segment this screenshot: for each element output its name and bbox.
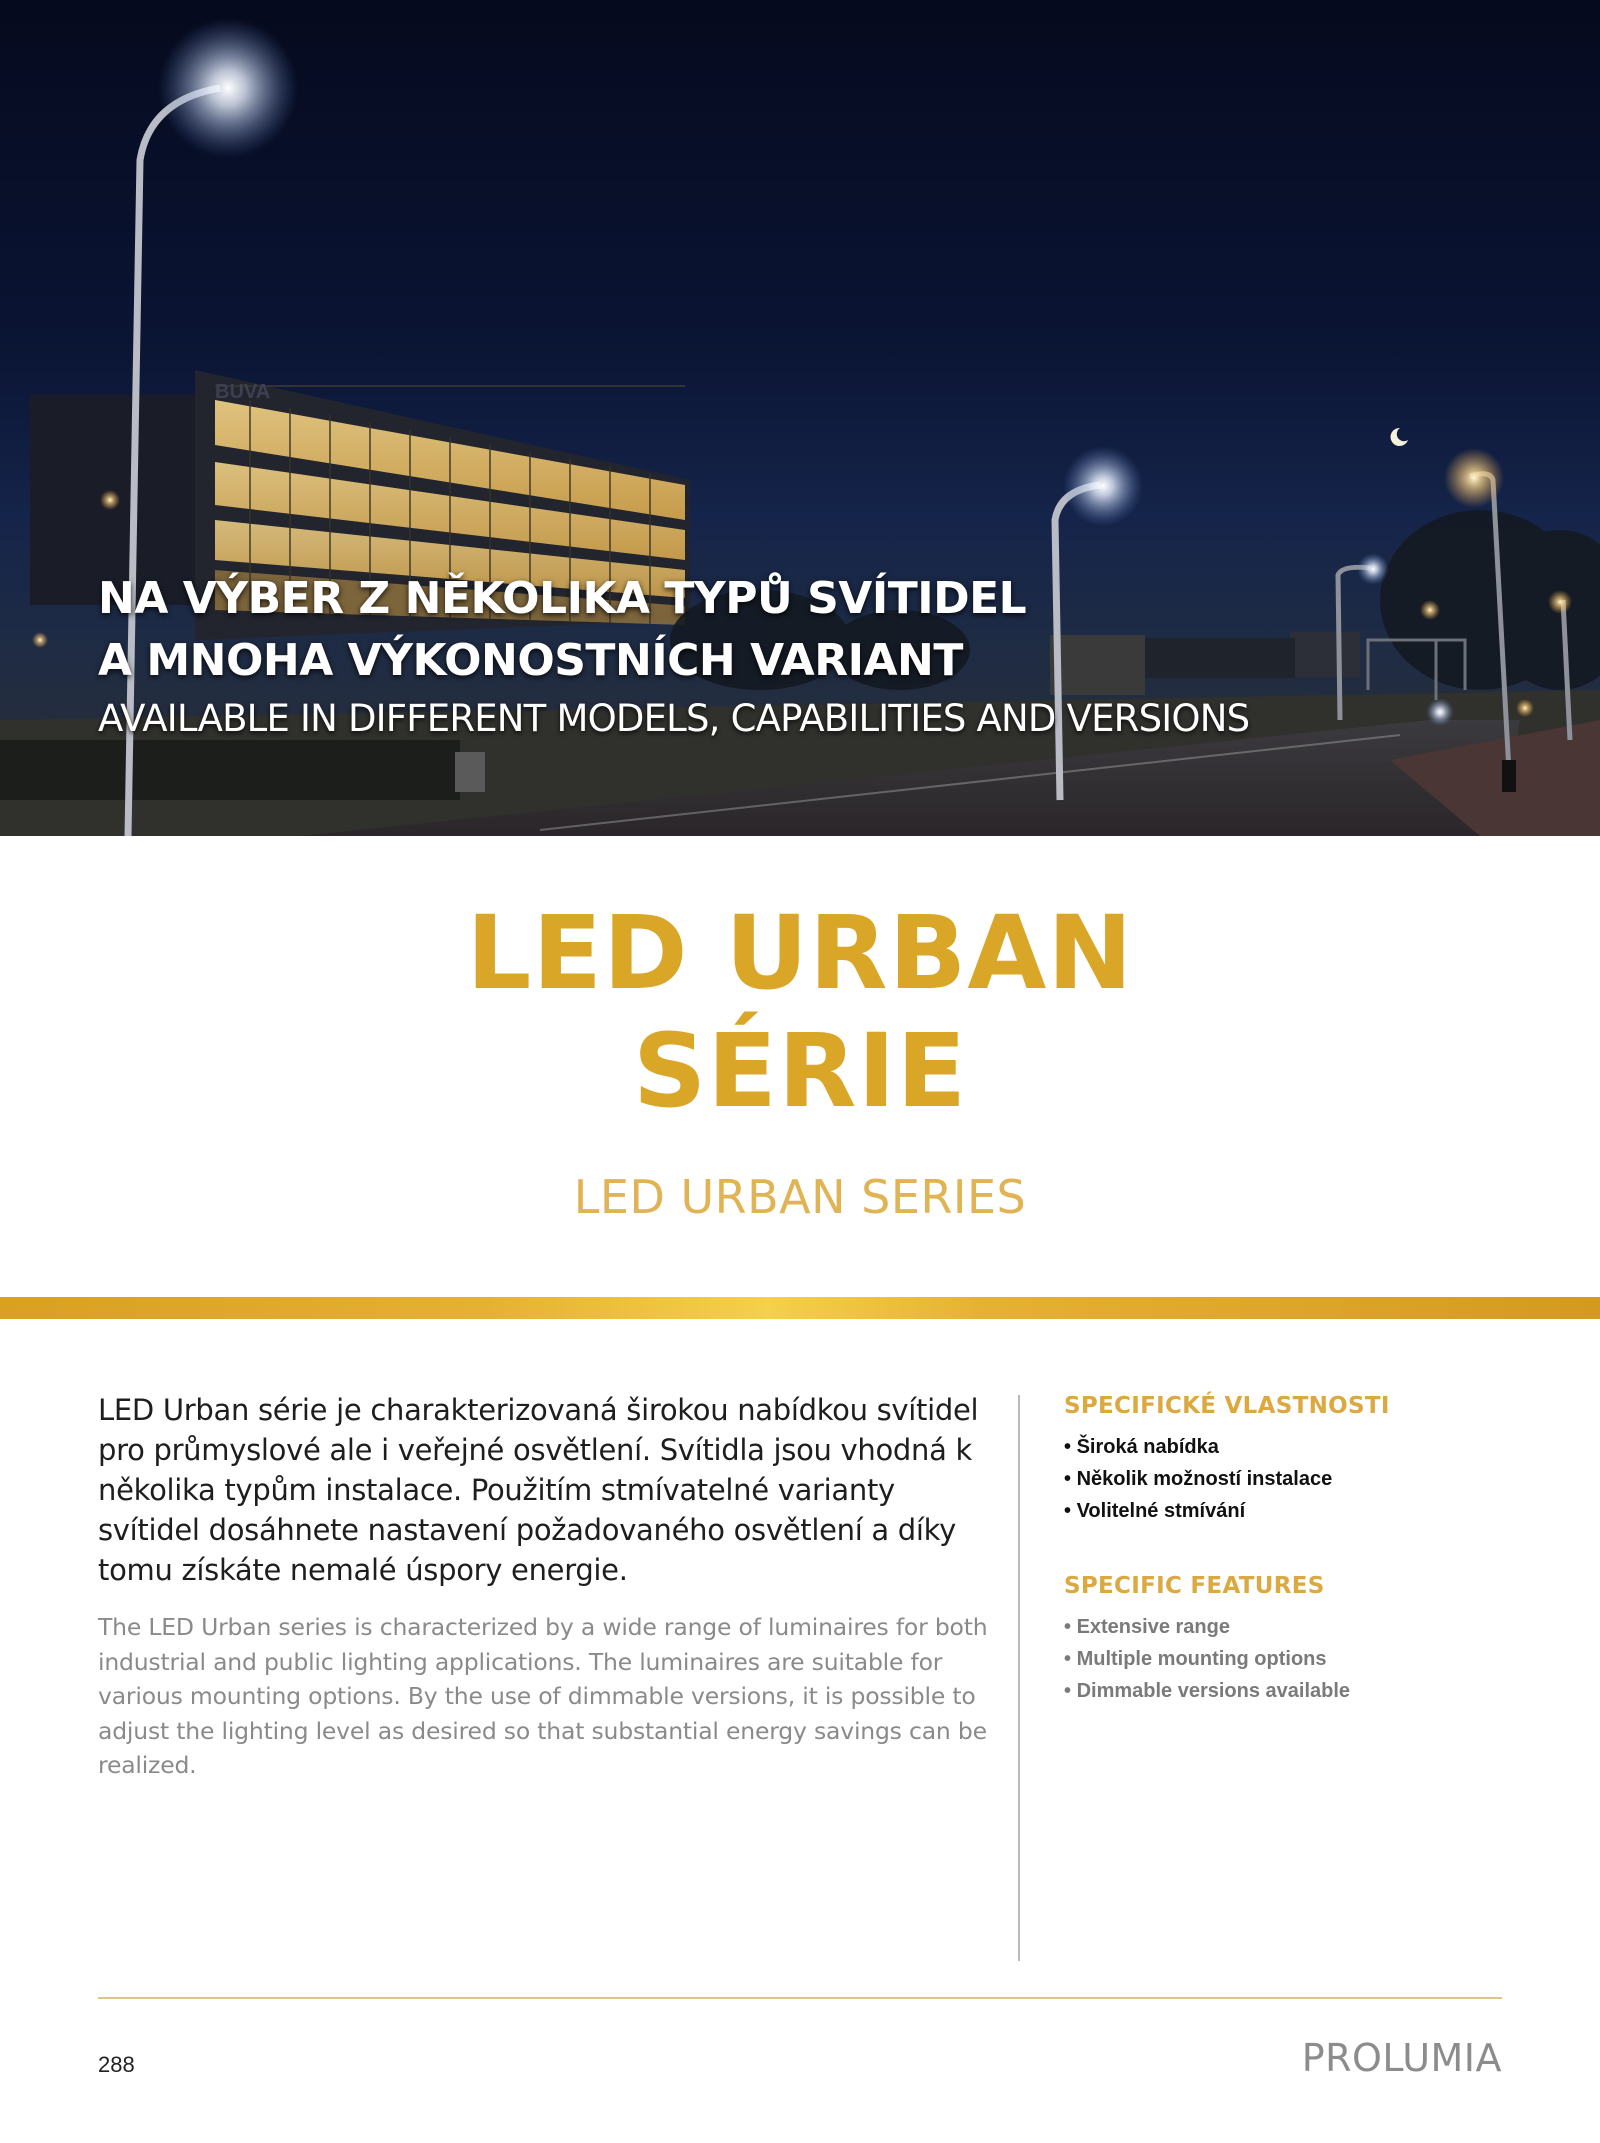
list-item: • Volitelné stmívání	[1064, 1495, 1584, 1527]
list-item: • Multiple mounting options	[1064, 1643, 1584, 1675]
hero-subtitle: AVAILABLE IN DIFFERENT MODELS, CAPABILITIES AND VERSIONS	[98, 697, 1250, 740]
features-heading-czech: SPECIFICKÉ VLASTNOSTI	[1064, 1393, 1390, 1419]
brand-logo-text: PROLUMIA	[1301, 2036, 1502, 2080]
hero-caption	[98, 568, 1249, 744]
footer-divider	[98, 1997, 1502, 1999]
list-item: • Dimmable versions available	[1064, 1675, 1584, 1707]
features-heading-english: SPECIFIC FEATURES	[1064, 1573, 1325, 1599]
description-czech: LED Urban série je charakterizovaná širokou nabídkou svítidel pro průmyslové ale i veřejné osvětlení. Svítidla jsou vhodná k několika typům instalace. Použitím stmívatelné varianty svítidel dosáhnete nastavení požadovaného osvětlení a díky tomu získáte nemalé úspory energie.	[98, 1393, 979, 1587]
moon-icon	[1391, 428, 1408, 446]
page-subtitle: LED URBAN SERIES	[573, 1170, 1027, 1224]
list-item: • Široká nabídka	[1064, 1431, 1584, 1463]
features-list-czech	[1064, 1431, 1584, 1527]
description-english: The LED Urban series is characterized by a wide range of luminaires for both industrial and public lighting applications. The luminaires are suitable for various mounting options. By the use of dimmable versions, it is possible to adjust the lighting level as desired so that substantial energy savings can be realized.	[98, 1613, 988, 1779]
building-sign: BUVA	[215, 381, 271, 403]
gold-divider-band	[0, 1297, 1600, 1319]
hero-title-line1: NA VÝBER Z NĚKOLIKA TYPŮ SVÍTIDEL	[98, 573, 1027, 624]
column-divider	[1018, 1395, 1020, 1961]
lamp-glow-icon	[158, 18, 298, 158]
page-title-line1: LED URBAN	[466, 894, 1134, 1013]
page-title	[0, 895, 1600, 1131]
features-list-english	[1064, 1611, 1584, 1707]
hero-photo	[0, 0, 1600, 836]
page-title-line2: SÉRIE	[632, 1012, 968, 1131]
page-number: 288	[98, 2052, 135, 2077]
hero-title-line2: A MNOHA VÝKONOSTNÍCH VARIANT	[98, 635, 963, 686]
list-item: • Extensive range	[1064, 1611, 1584, 1643]
description-column	[98, 1390, 988, 1783]
features-column	[1064, 1393, 1584, 1707]
list-item: • Několik možností instalace	[1064, 1463, 1584, 1495]
